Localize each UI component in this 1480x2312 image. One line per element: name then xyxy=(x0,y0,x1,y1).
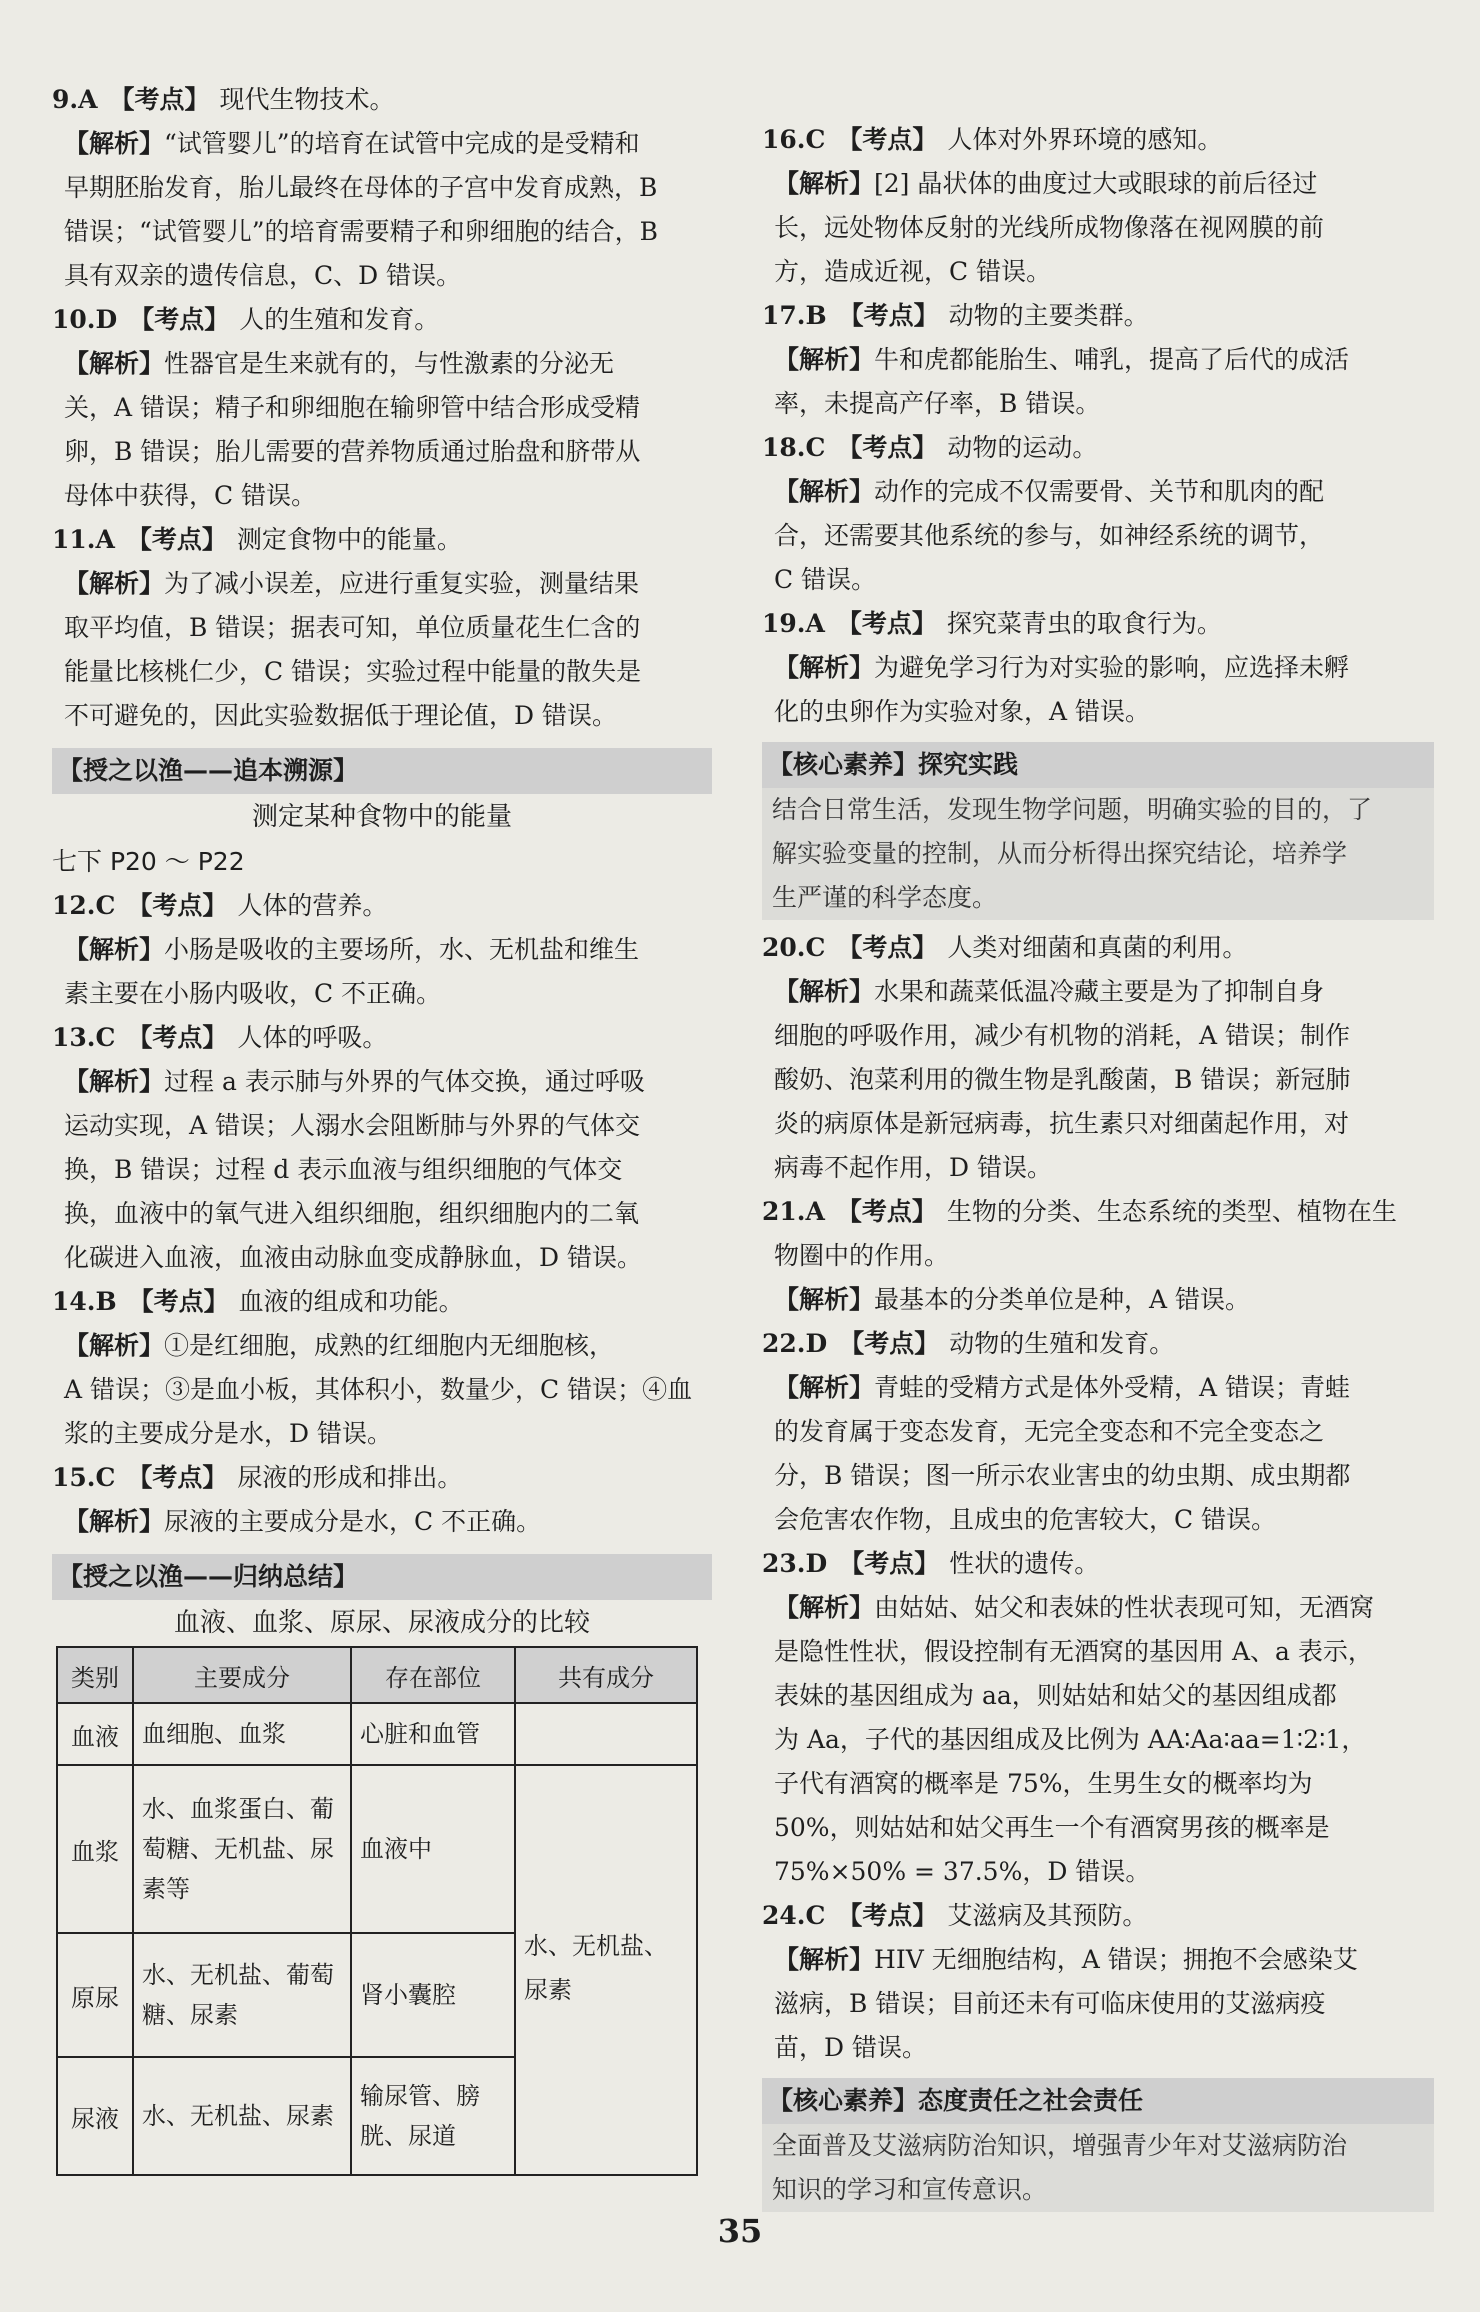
analysis-text: 具有双亲的遗传信息，C、D 错误。 xyxy=(64,261,462,290)
analysis-line xyxy=(52,1236,712,1280)
analysis-line xyxy=(52,166,712,210)
analysis-text: 早期胚胎发育，胎儿最终在母体的子宫中发育成熟，B xyxy=(64,173,658,202)
analysis-line xyxy=(762,1146,1434,1190)
kaodian-line xyxy=(762,926,1434,970)
kaodian-text: 动物的运动。 xyxy=(947,433,1098,462)
analysis-line xyxy=(762,338,1434,382)
right-column xyxy=(762,118,1434,2218)
kaodian-tag: 【考点】 xyxy=(128,1287,229,1316)
analysis-text: 最基本的分类单位是种，A 错误。 xyxy=(874,1285,1251,1314)
analysis-line xyxy=(762,250,1434,294)
kaodian-tag: 【考点】 xyxy=(129,305,230,334)
core-literacy-box xyxy=(762,742,1434,920)
kaodian-tag: 【考点】 xyxy=(837,433,938,462)
core-literacy-text: 全面普及艾滋病防治知识，增强青少年对艾滋病防治 知识的学习和宣传意识。 xyxy=(772,2131,1348,2204)
jiexi-tag: 【解析】 xyxy=(64,1331,165,1360)
kaodian-text: 性状的遗传。 xyxy=(949,1549,1100,1578)
analysis-line xyxy=(762,1850,1434,1894)
analysis-line xyxy=(762,1938,1434,1982)
answer-list xyxy=(52,884,712,1544)
kaodian-text: 尿液的形成和排出。 xyxy=(237,1463,463,1492)
answer-number: 13.C xyxy=(52,1023,116,1052)
jiexi-tag: 【解析】 xyxy=(64,129,165,158)
analysis-line xyxy=(52,650,712,694)
analysis-line xyxy=(762,1058,1434,1102)
box-title: 【授之以渔——归纳总结】 xyxy=(52,1554,712,1600)
kaodian-line xyxy=(52,78,712,122)
category-cell: 血液 xyxy=(57,1703,133,1765)
analysis-line xyxy=(52,1192,712,1236)
table-row xyxy=(57,1703,697,1765)
kaodian-tag: 【考点】 xyxy=(837,1901,938,1930)
answer-item xyxy=(52,298,712,518)
analysis-text: 换，B 错误；过程 d 表示血液与组织细胞的气体交 xyxy=(64,1155,623,1184)
kaodian-line xyxy=(52,1016,712,1060)
kaodian-text: 艾滋病及其预防。 xyxy=(947,1901,1148,1930)
analysis-text: 不可避免的，因此实验数据低于理论值，D 错误。 xyxy=(64,701,617,730)
analysis-line xyxy=(762,1982,1434,2026)
kaodian-text: 探究菜青虫的取食行为。 xyxy=(946,609,1222,638)
analysis-line xyxy=(762,1366,1434,1410)
kaodian-text-continued: 物圈中的作用。 xyxy=(774,1241,950,1270)
kaodian-text: 人的生殖和发育。 xyxy=(239,305,440,334)
analysis-line xyxy=(52,210,712,254)
textbook-reference: 七下 P20 ～ P22 xyxy=(52,847,245,876)
analysis-line xyxy=(762,690,1434,734)
kaodian-text: 生物的分类、生态系统的类型、植物在生 xyxy=(946,1197,1397,1226)
kaodian-text: 人体的呼吸。 xyxy=(237,1023,388,1052)
kaodian-tag: 【考点】 xyxy=(127,1023,228,1052)
jiexi-tag: 【解析】 xyxy=(774,977,875,1006)
analysis-text: 病毒不起作用，D 错误。 xyxy=(774,1153,1052,1182)
kaodian-tag: 【考点】 xyxy=(839,1329,940,1358)
answer-list xyxy=(762,118,1434,734)
analysis-line xyxy=(52,1368,712,1412)
answer-number: 11.A xyxy=(52,525,115,554)
answer-number: 24.C xyxy=(762,1901,826,1930)
analysis-text: 酸奶、泡菜利用的微生物是乳酸菌，B 错误；新冠肺 xyxy=(774,1065,1351,1094)
answer-item xyxy=(52,518,712,738)
left-column xyxy=(52,78,712,2176)
comparison-table xyxy=(56,1646,698,2176)
analysis-line xyxy=(762,1630,1434,1674)
answer-number: 18.C xyxy=(762,433,826,462)
kaodian-tag: 【考点】 xyxy=(836,1197,937,1226)
analysis-text: 卵，B 错误；胎儿需要的营养物质通过胎盘和脐带从 xyxy=(64,437,641,466)
analysis-text: 错误；“试管婴儿”的培育需要精子和卵细胞的结合，B xyxy=(64,217,658,246)
kaodian-text: 测定食物中的能量。 xyxy=(236,525,462,554)
analysis-line xyxy=(762,1014,1434,1058)
analysis-text: ①是红细胞，成熟的红细胞内无细胞核， xyxy=(164,1331,615,1360)
analysis-line xyxy=(762,1278,1434,1322)
answer-number: 14.B xyxy=(52,1287,117,1316)
analysis-line xyxy=(762,1498,1434,1542)
kaodian-text: 现代生物技术。 xyxy=(219,85,395,114)
answer-number: 22.D xyxy=(762,1329,828,1358)
kaodian-tag: 【考点】 xyxy=(127,1463,228,1492)
analysis-line xyxy=(52,1104,712,1148)
analysis-line xyxy=(52,1148,712,1192)
analysis-line xyxy=(52,254,712,298)
answer-item xyxy=(52,884,712,1016)
analysis-text: 牛和虎都能胎生、哺乳，提高了后代的成活 xyxy=(874,345,1350,374)
analysis-line xyxy=(762,1102,1434,1146)
kaodian-line xyxy=(762,426,1434,470)
analysis-line xyxy=(762,1410,1434,1454)
answer-item xyxy=(762,1322,1434,1542)
analysis-text: 为 Aa，子代的基因组成及比例为 AA∶Aa∶aa=1∶2∶1， xyxy=(774,1725,1367,1754)
analysis-text: 换，血液中的氧气进入组织细胞，组织细胞内的二氧 xyxy=(64,1199,640,1228)
box-title: 【核心素养】态度责任之社会责任 xyxy=(762,2078,1434,2124)
analysis-text: 青蛙的受精方式是体外受精，A 错误；青蛙 xyxy=(874,1373,1351,1402)
kaodian-tag: 【考点】 xyxy=(837,125,938,154)
kaodian-line xyxy=(762,602,1434,646)
location-cell: 输尿管、膀胱、尿道 xyxy=(351,2057,515,2175)
kaodian-line xyxy=(762,1894,1434,1938)
box-title: 【授之以渔——追本溯源】 xyxy=(52,748,712,794)
answer-number: 10.D xyxy=(52,305,118,334)
location-cell: 肾小囊腔 xyxy=(351,1933,515,2057)
analysis-text: 长，远处物体反射的光线所成物像落在视网膜的前 xyxy=(774,213,1325,242)
kaodian-text: 人类对细菌和真菌的利用。 xyxy=(947,933,1248,962)
category-cell: 尿液 xyxy=(57,2057,133,2175)
answer-item xyxy=(762,1190,1434,1322)
jiexi-tag: 【解析】 xyxy=(774,1945,875,1974)
table-header-row xyxy=(57,1647,697,1703)
analysis-text: 为避免学习行为对实验的影响，应选择未孵 xyxy=(874,653,1350,682)
page-number: 35 xyxy=(717,2212,763,2250)
analysis-text: 由姑姑、姑父和表妹的性状表现可知，无酒窝 xyxy=(874,1593,1375,1622)
analysis-text: 化碳进入血液，血液由动脉血变成静脉血，D 错误。 xyxy=(64,1243,642,1272)
kaodian-line xyxy=(52,1456,712,1500)
analysis-text: 苗，D 错误。 xyxy=(774,2033,927,2062)
analysis-text: 子代有酒窝的概率是 75%，生男生女的概率均为 xyxy=(774,1769,1313,1798)
analysis-line xyxy=(52,972,712,1016)
jiexi-tag: 【解析】 xyxy=(774,653,875,682)
kaodian-text: 人体对外界环境的感知。 xyxy=(947,125,1223,154)
method-box-trace xyxy=(52,748,712,884)
kaodian-text: 动物的生殖和发育。 xyxy=(949,1329,1175,1358)
analysis-line xyxy=(762,1762,1434,1806)
kaodian-tag: 【考点】 xyxy=(839,1549,940,1578)
table-row xyxy=(57,1765,697,1933)
analysis-text: 运动实现，A 错误；人溺水会阻断肺与外界的气体交 xyxy=(64,1111,641,1140)
analysis-text: 动作的完成不仅需要骨、关节和肌肉的配 xyxy=(874,477,1325,506)
analysis-text: [2] 晶状体的曲度过大或眼球的前后径过 xyxy=(874,169,1318,198)
kaodian-tag: 【考点】 xyxy=(836,609,937,638)
kaodian-line xyxy=(762,1190,1434,1234)
kaodian-line xyxy=(762,1542,1434,1586)
analysis-text: 是隐性性状，假设控制有无酒窝的基因用 A、a 表示， xyxy=(774,1637,1373,1666)
analysis-text: 滋病，B 错误；目前还未有可临床使用的艾滋病疫 xyxy=(774,1989,1326,2018)
analysis-text: 化的虫卵作为实验对象，A 错误。 xyxy=(774,697,1151,726)
jiexi-tag: 【解析】 xyxy=(64,1067,165,1096)
analysis-line xyxy=(52,1500,712,1544)
analysis-text: A 错误；③是血小板，其体积小，数量少，C 错误；④血 xyxy=(64,1375,693,1404)
analysis-text: 合，还需要其他系统的参与，如神经系统的调节， xyxy=(774,521,1325,550)
kaodian-line xyxy=(762,294,1434,338)
answer-item xyxy=(52,78,712,298)
answer-item xyxy=(762,926,1434,1190)
column-header: 类别 xyxy=(57,1647,133,1703)
analysis-text: C 错误。 xyxy=(774,565,877,594)
analysis-line xyxy=(52,342,712,386)
analysis-line xyxy=(52,386,712,430)
analysis-text: 会危害农作物，且成虫的危害较大，C 错误。 xyxy=(774,1505,1277,1534)
method-box-summary xyxy=(52,1554,712,2176)
common-components-cell: 水、无机盐、尿素 xyxy=(515,1765,697,2175)
answer-number: 15.C xyxy=(52,1463,116,1492)
kaodian-text: 血液的组成和功能。 xyxy=(238,1287,464,1316)
jiexi-tag: 【解析】 xyxy=(774,477,875,506)
answer-number: 23.D xyxy=(762,1549,828,1578)
answer-item xyxy=(762,294,1434,426)
analysis-line xyxy=(52,606,712,650)
jiexi-tag: 【解析】 xyxy=(64,1507,165,1536)
kaodian-tag: 【考点】 xyxy=(127,891,228,920)
jiexi-tag: 【解析】 xyxy=(774,345,875,374)
main-components-cell: 水、无机盐、葡萄糖、尿素 xyxy=(133,1933,351,2057)
kaodian-tag: 【考点】 xyxy=(838,301,939,330)
analysis-line xyxy=(762,206,1434,250)
analysis-text: 母体中获得，C 错误。 xyxy=(64,481,317,510)
location-cell: 血液中 xyxy=(351,1765,515,1933)
analysis-line xyxy=(762,646,1434,690)
main-components-cell: 水、无机盐、尿素 xyxy=(133,2057,351,2175)
answer-list xyxy=(52,78,712,738)
analysis-text: 率，未提高产仔率，B 错误。 xyxy=(774,389,1101,418)
analysis-line xyxy=(52,1412,712,1456)
kaodian-text: 人体的营养。 xyxy=(237,891,388,920)
jiexi-tag: 【解析】 xyxy=(64,349,165,378)
answer-item xyxy=(762,118,1434,294)
analysis-line xyxy=(762,514,1434,558)
analysis-text: 为了减小误差，应进行重复实验，测量结果 xyxy=(164,569,640,598)
analysis-line xyxy=(762,470,1434,514)
kaodian-line xyxy=(52,298,712,342)
main-components-cell: 水、血浆蛋白、葡萄糖、无机盐、尿素等 xyxy=(133,1765,351,1933)
analysis-text: 75%×50% = 37.5%，D 错误。 xyxy=(774,1857,1151,1886)
analysis-line xyxy=(52,694,712,738)
answer-number: 20.C xyxy=(762,933,826,962)
analysis-text: 性器官是生来就有的，与性激素的分泌无 xyxy=(164,349,615,378)
box-subtitle: 测定某种食物中的能量 xyxy=(251,802,512,832)
analysis-text: 取平均值，B 错误；据表可知，单位质量花生仁含的 xyxy=(64,613,641,642)
main-components-cell: 血细胞、血浆 xyxy=(133,1703,351,1765)
analysis-line xyxy=(762,162,1434,206)
answer-item xyxy=(52,1456,712,1544)
answer-item xyxy=(762,1542,1434,1894)
category-cell: 原尿 xyxy=(57,1933,133,2057)
analysis-text: 水果和蔬菜低温冷藏主要是为了抑制自身 xyxy=(874,977,1325,1006)
location-cell: 心脏和血管 xyxy=(351,1703,515,1765)
answer-item xyxy=(762,602,1434,734)
category-cell: 血浆 xyxy=(57,1765,133,1933)
analysis-line xyxy=(762,970,1434,1014)
column-header: 主要成分 xyxy=(133,1647,351,1703)
analysis-text: 50%，则姑姑和姑父再生一个有酒窝男孩的概率是 xyxy=(774,1813,1330,1842)
analysis-line xyxy=(762,1454,1434,1498)
analysis-line xyxy=(52,1060,712,1104)
analysis-text: HIV 无细胞结构，A 错误；拥抱不会感染艾 xyxy=(874,1945,1358,1974)
answer-item xyxy=(52,1016,712,1280)
core-literacy-text: 结合日常生活，发现生物学问题，明确实验的目的，了 解实验变量的控制，从而分析得出探究结论，培养学 生严谨的科学态度。 xyxy=(772,795,1373,912)
answer-number: 21.A xyxy=(762,1197,825,1226)
analysis-text: 表妹的基因组成为 aa，则姑姑和姑父的基因组成都 xyxy=(774,1681,1337,1710)
analysis-line xyxy=(762,1586,1434,1630)
answer-item xyxy=(762,1894,1434,2070)
jiexi-tag: 【解析】 xyxy=(774,1373,875,1402)
analysis-line xyxy=(762,1674,1434,1718)
analysis-text: 浆的主要成分是水，D 错误。 xyxy=(64,1419,392,1448)
analysis-text: 尿液的主要成分是水，C 不正确。 xyxy=(164,1507,542,1536)
analysis-text: 关，A 错误；精子和卵细胞在输卵管中结合形成受精 xyxy=(64,393,641,422)
analysis-line xyxy=(52,474,712,518)
answer-number: 12.C xyxy=(52,891,116,920)
answer-number: 17.B xyxy=(762,301,827,330)
answer-item xyxy=(52,1280,712,1456)
common-components-cell xyxy=(515,1703,697,1765)
analysis-text: 分，B 错误；图一所示农业害虫的幼虫期、成虫期都 xyxy=(774,1461,1351,1490)
answer-number: 9.A xyxy=(52,85,98,114)
analysis-line xyxy=(52,562,712,606)
kaodian-line xyxy=(762,118,1434,162)
kaodian-tag: 【考点】 xyxy=(837,933,938,962)
answer-list xyxy=(762,926,1434,2070)
kaodian-line xyxy=(52,1280,712,1324)
analysis-line xyxy=(762,2026,1434,2070)
answer-number: 19.A xyxy=(762,609,825,638)
analysis-text: 素主要在小肠内吸收，C 不正确。 xyxy=(64,979,442,1008)
analysis-text: “试管婴儿”的培育在试管中完成的是受精和 xyxy=(164,129,640,158)
analysis-text: 的发育属于变态发育，无完全变态和不完全变态之 xyxy=(774,1417,1325,1446)
answer-item xyxy=(762,426,1434,602)
jiexi-tag: 【解析】 xyxy=(64,935,165,964)
analysis-text: 炎的病原体是新冠病毒，抗生素只对细菌起作用，对 xyxy=(774,1109,1350,1138)
analysis-line xyxy=(762,382,1434,426)
jiexi-tag: 【解析】 xyxy=(774,169,875,198)
analysis-text: 细胞的呼吸作用，减少有机物的消耗，A 错误；制作 xyxy=(774,1021,1351,1050)
core-literacy-box xyxy=(762,2078,1434,2212)
jiexi-tag: 【解析】 xyxy=(64,569,165,598)
answer-number: 16.C xyxy=(762,125,826,154)
analysis-text: 能量比核桃仁少，C 错误；实验过程中能量的散失是 xyxy=(64,657,642,686)
kaodian-line xyxy=(52,884,712,928)
analysis-text: 过程 a 表示肺与外界的气体交换，通过呼吸 xyxy=(164,1067,645,1096)
kaodian-line xyxy=(52,518,712,562)
analysis-line xyxy=(762,1718,1434,1762)
analysis-text: 方，造成近视，C 错误。 xyxy=(774,257,1052,286)
kaodian-text: 动物的主要类群。 xyxy=(948,301,1149,330)
box-subtitle: 血液、血浆、原尿、尿液成分的比较 xyxy=(173,1608,590,1638)
analysis-line xyxy=(52,430,712,474)
analysis-line xyxy=(52,928,712,972)
kaodian-tag: 【考点】 xyxy=(126,525,227,554)
analysis-line xyxy=(52,122,712,166)
analysis-line xyxy=(762,558,1434,602)
kaodian-tag: 【考点】 xyxy=(109,85,210,114)
jiexi-tag: 【解析】 xyxy=(774,1593,875,1622)
analysis-line xyxy=(762,1806,1434,1850)
column-header: 共有成分 xyxy=(515,1647,697,1703)
jiexi-tag: 【解析】 xyxy=(774,1285,875,1314)
analysis-line xyxy=(52,1324,712,1368)
kaodian-line xyxy=(762,1322,1434,1366)
box-title: 【核心素养】探究实践 xyxy=(762,742,1434,788)
column-header: 存在部位 xyxy=(351,1647,515,1703)
analysis-text: 小肠是吸收的主要场所，水、无机盐和维生 xyxy=(164,935,640,964)
